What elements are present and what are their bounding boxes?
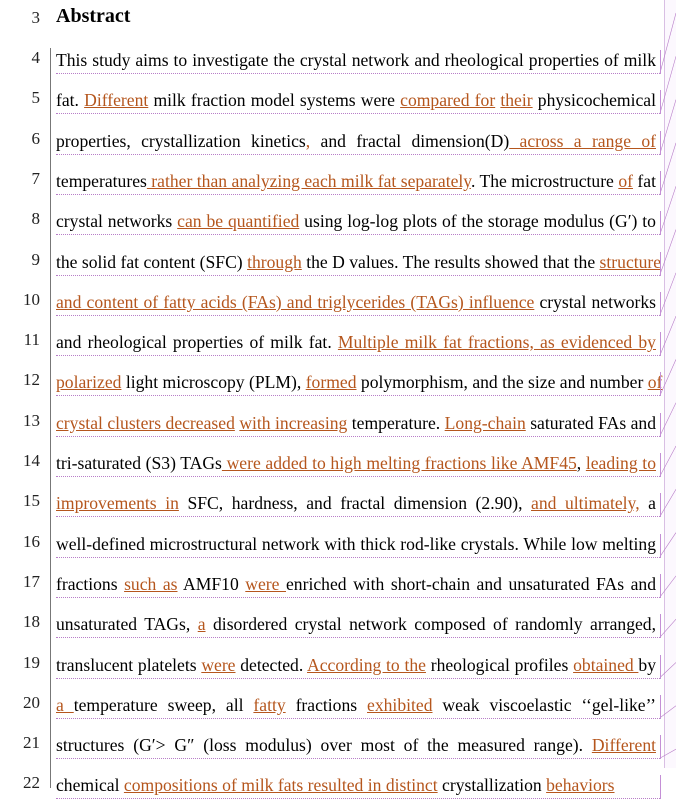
comment-connector-line [660,663,676,678]
markup-tick [660,574,661,598]
text-run[interactable]: temperatures [56,170,147,191]
tracked-insertion[interactable]: formed [305,372,357,393]
tracked-insertion[interactable]: were added to high melting fractions like AMF45 [221,453,577,473]
tracked-insertion[interactable]: their [500,90,533,111]
comment-connector-line [660,230,676,275]
markup-tick [660,50,661,74]
comment-connector-line [660,359,676,395]
text-run[interactable]: using log-log plots of the storage modulus (G′) to [299,211,656,232]
tracked-insertion[interactable]: and ultimately, [531,493,640,514]
markup-guide-line [56,557,660,558]
tracked-insertion[interactable]: Multiple milk fat fractions, as evidenced by [337,332,656,353]
markup-guide-line [56,678,660,679]
text-run[interactable]: properties, crystallization kinetics [56,130,306,151]
text-line[interactable] [56,532,656,556]
markup-guide-line [56,597,660,598]
line-number: 19 [23,652,40,672]
comment-connector-line [660,316,676,355]
text-line[interactable] [56,129,656,153]
markup-tick [660,372,661,396]
comment-connector-line [660,186,676,234]
tracked-insertion[interactable]: exhibited [367,694,433,715]
tracked-insertion[interactable]: compositions of milk fats resulted in distinct [123,775,438,796]
markup-guide-line [56,113,660,114]
comment-connector-line [660,706,676,718]
tracked-insertion[interactable]: of [618,170,633,191]
tracked-insertion[interactable]: obtained [573,654,639,675]
text-line[interactable] [56,48,656,72]
line-number: 4 [31,48,40,67]
text-line[interactable] [56,88,656,112]
tracked-insertion[interactable]: leading to [585,453,656,473]
text-run[interactable]: fractions [56,573,125,594]
markup-tick [660,695,661,719]
markup-tick [660,131,661,155]
line-number: 22 [23,773,40,793]
text-run[interactable]: well-defined microstructural network with thick rod-like crystals. While low melting [56,533,656,554]
tracked-insertion[interactable]: through [247,251,302,272]
text-run[interactable]: light microscopy (PLM), [121,372,306,393]
markup-guide-line [56,234,660,235]
tracked-insertion[interactable]: rather than analyzing each milk fat separately [146,170,471,191]
text-line[interactable] [56,693,656,717]
line-number: 20 [23,692,40,712]
comment-connector-line [660,100,676,154]
tracked-insertion[interactable]: with increasing [239,412,348,433]
text-line[interactable] [56,330,656,354]
tracked-insertion[interactable]: According to the [307,654,426,675]
tracked-insertion[interactable]: of [647,372,663,393]
markup-guide-line [56,516,660,517]
text-run[interactable]: temperature sweep, all [73,694,254,715]
markup-guide-line [56,395,660,396]
markup-guide-line [56,436,660,437]
section-heading-abstract: Abstract [56,5,131,27]
tracked-insertion[interactable]: improvements in [56,493,179,514]
text-run[interactable]: translucent platelets [56,654,202,675]
text-run[interactable]: , [576,453,586,473]
text-run[interactable]: This study aims to investigate the crystal network and rheological properties of milk [56,50,656,70]
text-run[interactable]: rheological profiles [425,654,574,675]
comment-connector-line [660,576,676,597]
line-number: 10 [23,289,40,309]
markup-guide-line [56,73,660,74]
markup-tick [660,453,661,477]
markup-guide-line [56,315,660,316]
text-run[interactable]: crystal networks [56,211,178,232]
text-run[interactable]: chemical [56,775,124,796]
text-run[interactable]: temperature. [347,412,445,433]
line-number: 21 [23,733,40,753]
text-run[interactable]: fat. [56,90,85,111]
tracked-insertion[interactable]: such as [124,573,178,594]
text-run[interactable]: physicochemical [532,90,657,111]
text-line[interactable] [56,572,656,596]
markup-tick [660,614,661,638]
tracked-insertion[interactable]: can be quantified [177,211,300,232]
markup-tick [660,252,661,276]
markup-tick [660,655,661,679]
text-run[interactable]: . The microstructure [470,170,619,191]
text-line[interactable] [56,250,662,274]
text-run[interactable]: unsaturated TAGs, [56,614,198,635]
tracked-insertion[interactable]: a [197,614,206,635]
text-run[interactable]: and rheological properties of milk fat. [56,332,338,353]
text-line[interactable] [56,411,656,435]
markup-guide-line [56,476,660,477]
text-run[interactable]: saturated FAs and [525,412,657,433]
text-run[interactable]: and fractal dimension(D) [310,130,510,151]
line-number: 18 [23,612,40,632]
text-run[interactable]: crystal networks [534,291,656,312]
markup-tick [660,735,661,759]
text-run[interactable]: by [638,654,657,675]
text-run[interactable]: disordered crystal network composed of randomly arranged, [205,614,656,635]
markup-guide-line [56,758,660,759]
text-line[interactable] [56,169,656,193]
line-number: 12 [23,370,40,390]
line-number: 15 [23,491,40,511]
tracked-insertion[interactable]: across a range of [509,130,656,151]
comment-connector-line [660,533,676,557]
text-run[interactable]: the solid fat content (SFC) [56,251,248,272]
tracked-insertion[interactable]: structure [599,251,662,272]
line-number: 13 [23,410,40,430]
text-run[interactable]: milk fraction model systems were [148,90,401,111]
text-line[interactable] [56,290,656,314]
comment-connector-line [660,273,676,315]
markup-tick [660,292,661,316]
text-run[interactable]: SFC, hardness, and fractal dimension (2.90), [178,493,532,514]
tracked-insertion[interactable]: Long-chain [444,412,526,433]
line-number: 9 [31,249,40,269]
comment-connector-line [660,749,676,758]
tracked-insertion[interactable]: crystal clusters decreased [56,412,235,433]
text-run[interactable]: polymorphism, and the size and number [356,372,648,393]
text-run[interactable]: AMF10 [177,573,246,594]
markup-guide-line [56,718,660,719]
text-line[interactable] [56,370,663,394]
text-line[interactable] [56,491,656,515]
line-number: 3 [31,8,40,27]
line-number: 14 [23,451,40,470]
text-line[interactable] [56,653,656,677]
comment-connector-line [660,143,676,194]
tracked-insertion[interactable]: Different [84,90,149,111]
text-run[interactable]: fat [632,170,656,191]
markup-tick [660,90,661,114]
text-run[interactable]: the D values. The results showed that the [301,251,600,272]
markup-guide-line [56,355,660,356]
line-number: 5 [31,88,40,108]
markup-tick [660,534,661,558]
tracked-insertion[interactable]: , [305,130,311,151]
markup-guide-line [56,194,660,195]
text-run[interactable]: fractions [285,694,368,715]
text-run[interactable]: crystallization [437,775,547,796]
text-run[interactable]: detected. [235,654,308,675]
tracked-insertion[interactable]: fatty [253,694,286,715]
line-number: 6 [31,128,40,148]
markup-guide-line [56,154,660,155]
markup-tick [660,493,661,517]
tracked-insertion[interactable]: polarized [56,372,122,393]
line-number: 7 [31,168,40,188]
text-run[interactable]: tri-saturated (S3) TAGs [56,453,222,473]
line-number: 16 [23,531,40,551]
text-line[interactable] [56,733,656,757]
markup-tick [660,775,661,799]
tracked-insertion[interactable]: were [245,573,286,594]
markup-guide-line [56,275,660,276]
comment-connector-line [660,446,676,476]
tracked-insertion[interactable]: a [56,694,74,715]
text-run[interactable]: weak viscoelastic ‘‘gel-like’’ [432,694,656,715]
text-line[interactable] [56,451,656,475]
tracked-insertion[interactable]: were [201,654,236,675]
tracked-insertion[interactable]: compared for [400,90,496,111]
line-number: 17 [23,571,40,591]
comment-connector-line [660,403,676,436]
markup-tick [660,211,661,235]
comment-connector-line [660,489,676,516]
line-number-rule [50,48,51,788]
markup-tick [660,171,661,195]
markup-tick [660,413,661,437]
text-line[interactable] [56,612,656,636]
markup-guide-line [56,637,660,638]
markup-tick [660,332,661,356]
tracked-insertion[interactable]: behaviors [546,775,615,796]
text-run[interactable]: enriched with short-chain and unsaturated FAs and [286,573,657,594]
line-number: 11 [23,330,40,350]
text-run[interactable]: a [639,493,656,514]
text-line[interactable] [56,209,656,233]
line-number: 8 [31,209,40,229]
tracked-insertion[interactable]: Different [591,735,656,756]
text-line[interactable] [56,773,656,797]
comment-connector-line [660,619,676,637]
tracked-insertion[interactable]: and content of fatty acids (FAs) and triglycerides (TAGs) influence [56,291,535,312]
text-run[interactable]: structures (G′> G″ (loss modulus) over most of the measured range). [56,735,592,756]
